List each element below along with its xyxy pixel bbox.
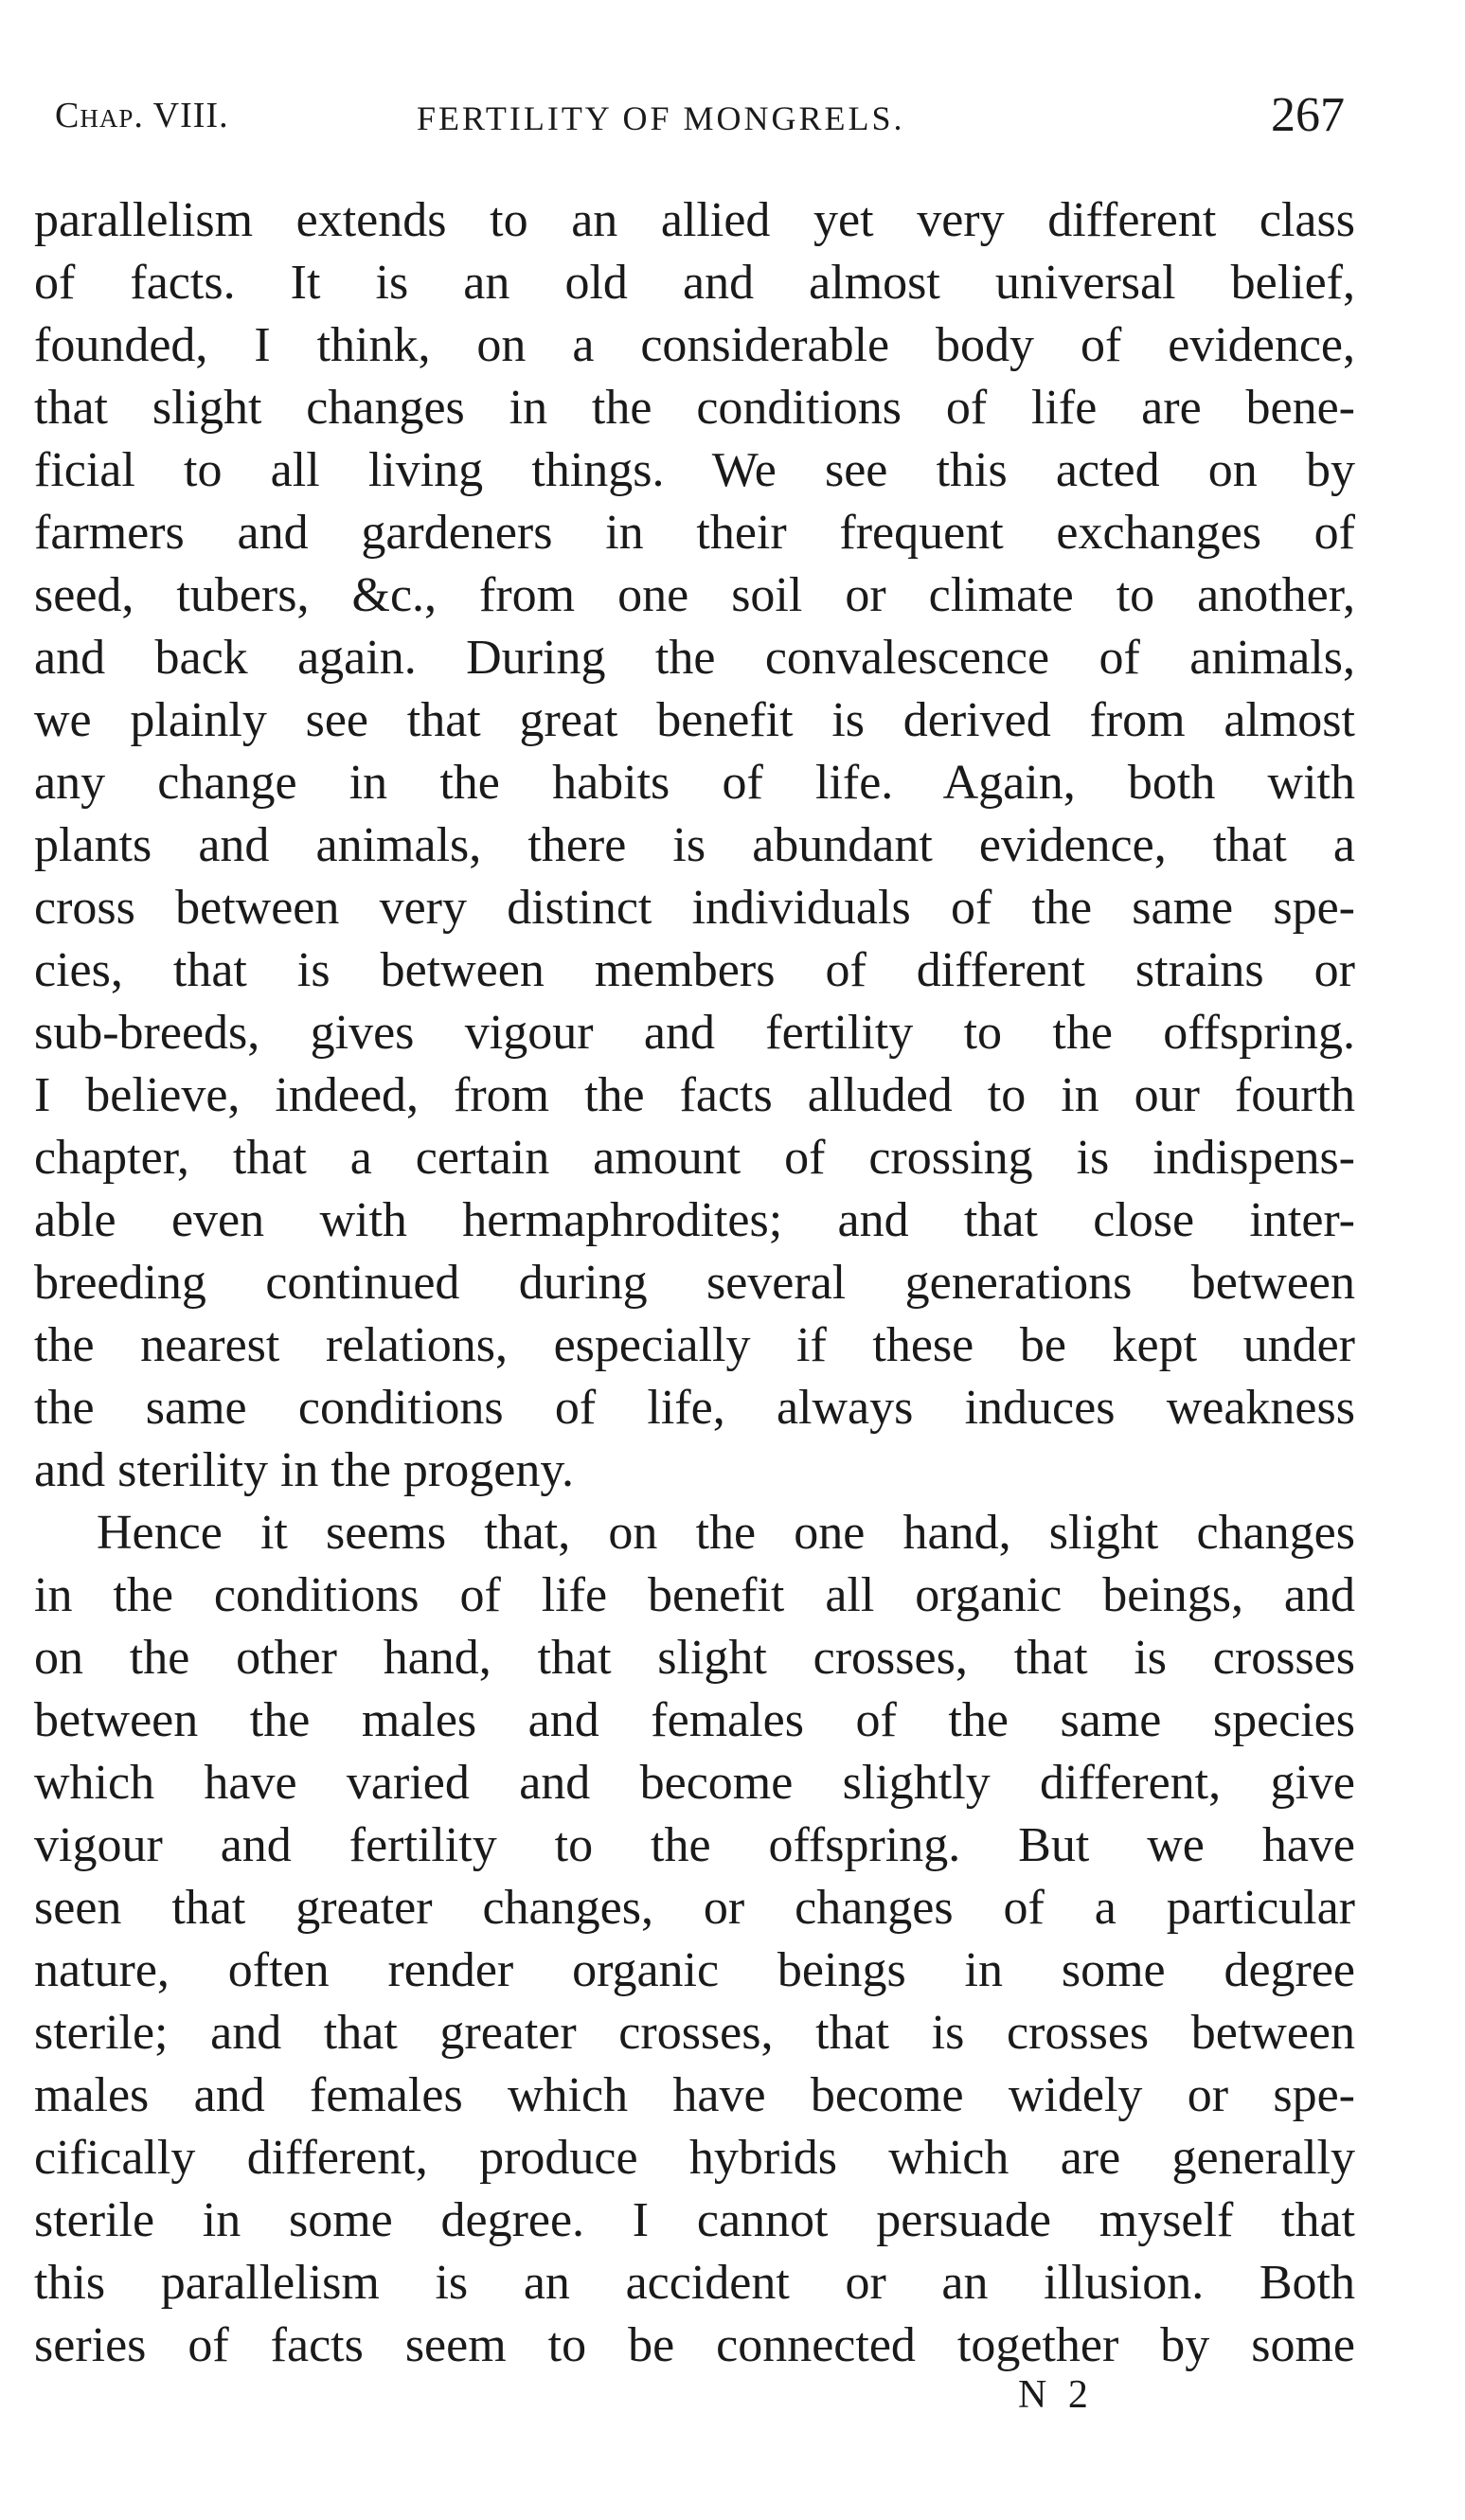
- text-line: and sterility in the progeny.: [34, 1443, 574, 1497]
- paragraph-1: [34, 189, 1355, 1502]
- text-line: Hence it seems that, on the one hand, slight changes: [97, 1506, 1355, 1560]
- text-line: ficial to all living things. We see this acted on by: [34, 443, 1355, 497]
- text-line: and back again. During the convalescence of animals,: [34, 631, 1355, 685]
- chapter-label: Chap. VIII.: [55, 96, 229, 135]
- text-line: cies, that is between members of different strains or: [34, 943, 1355, 997]
- text-line: sub-breeds, gives vigour and fertility to the offspring.: [34, 1006, 1355, 1060]
- text-line: males and females which have become widely or spe-: [34, 2068, 1355, 2122]
- text-line: I believe, indeed, from the facts alluded to in our fourth: [34, 1068, 1355, 1122]
- page-number: 267: [1271, 88, 1345, 142]
- text-line: parallelism extends to an allied yet very different class: [34, 193, 1355, 247]
- text-line: that slight changes in the conditions of life are bene-: [34, 381, 1355, 435]
- signature-mark: N 2: [1018, 2373, 1094, 2417]
- text-line: on the other hand, that slight crosses, that is crosses: [34, 1631, 1355, 1685]
- running-title: FERTILITY OF MONGRELS.: [417, 99, 905, 137]
- text-line: the nearest relations, especially if these be kept under: [34, 1318, 1355, 1372]
- text-line: sterile in some degree. I cannot persuade myself that: [34, 2193, 1355, 2247]
- text-line: able even with hermaphrodites; and that close inter-: [34, 1193, 1355, 1247]
- text-line: plants and animals, there is abundant evidence, that a: [34, 818, 1355, 872]
- text-line: any change in the habits of life. Again, both with: [34, 756, 1355, 810]
- text-line: founded, I think, on a considerable body of evidence,: [34, 318, 1355, 372]
- text-line: cifically different, produce hybrids which are generally: [34, 2131, 1355, 2185]
- text-line: of facts. It is an old and almost universal belief,: [34, 256, 1355, 310]
- text-line: chapter, that a certain amount of crossing is indispens-: [34, 1131, 1355, 1185]
- text-line: vigour and fertility to the offspring. But we have: [34, 1818, 1355, 1872]
- text-line: cross between very distinct individuals of the same spe-: [34, 881, 1355, 935]
- body-text: [34, 189, 1355, 2377]
- text-line: the same conditions of life, always induces weakness: [34, 1381, 1355, 1435]
- text-line: series of facts seem to be connected together by some: [34, 2318, 1355, 2372]
- text-line: farmers and gardeners in their frequent exchanges of: [34, 506, 1355, 560]
- paragraph-2: [34, 1502, 1355, 2377]
- text-line: we plainly see that great benefit is derived from almost: [34, 693, 1355, 747]
- running-header: [47, 88, 1345, 161]
- text-line: which have varied and become slightly different, give: [34, 1756, 1355, 1810]
- text-line: seen that greater changes, or changes of a particular: [34, 1881, 1355, 1935]
- text-line: seed, tubers, &c., from one soil or climate to another,: [34, 568, 1355, 622]
- text-line: in the conditions of life benefit all organic beings, and: [34, 1568, 1355, 1622]
- text-line: sterile; and that greater crosses, that is crosses between: [34, 2006, 1355, 2060]
- text-line: nature, often render organic beings in some degree: [34, 1943, 1355, 1997]
- text-line: breeding continued during several generations between: [34, 1256, 1355, 1310]
- text-line: this parallelism is an accident or an illusion. Both: [34, 2256, 1355, 2310]
- text-line: between the males and females of the same species: [34, 1693, 1355, 1747]
